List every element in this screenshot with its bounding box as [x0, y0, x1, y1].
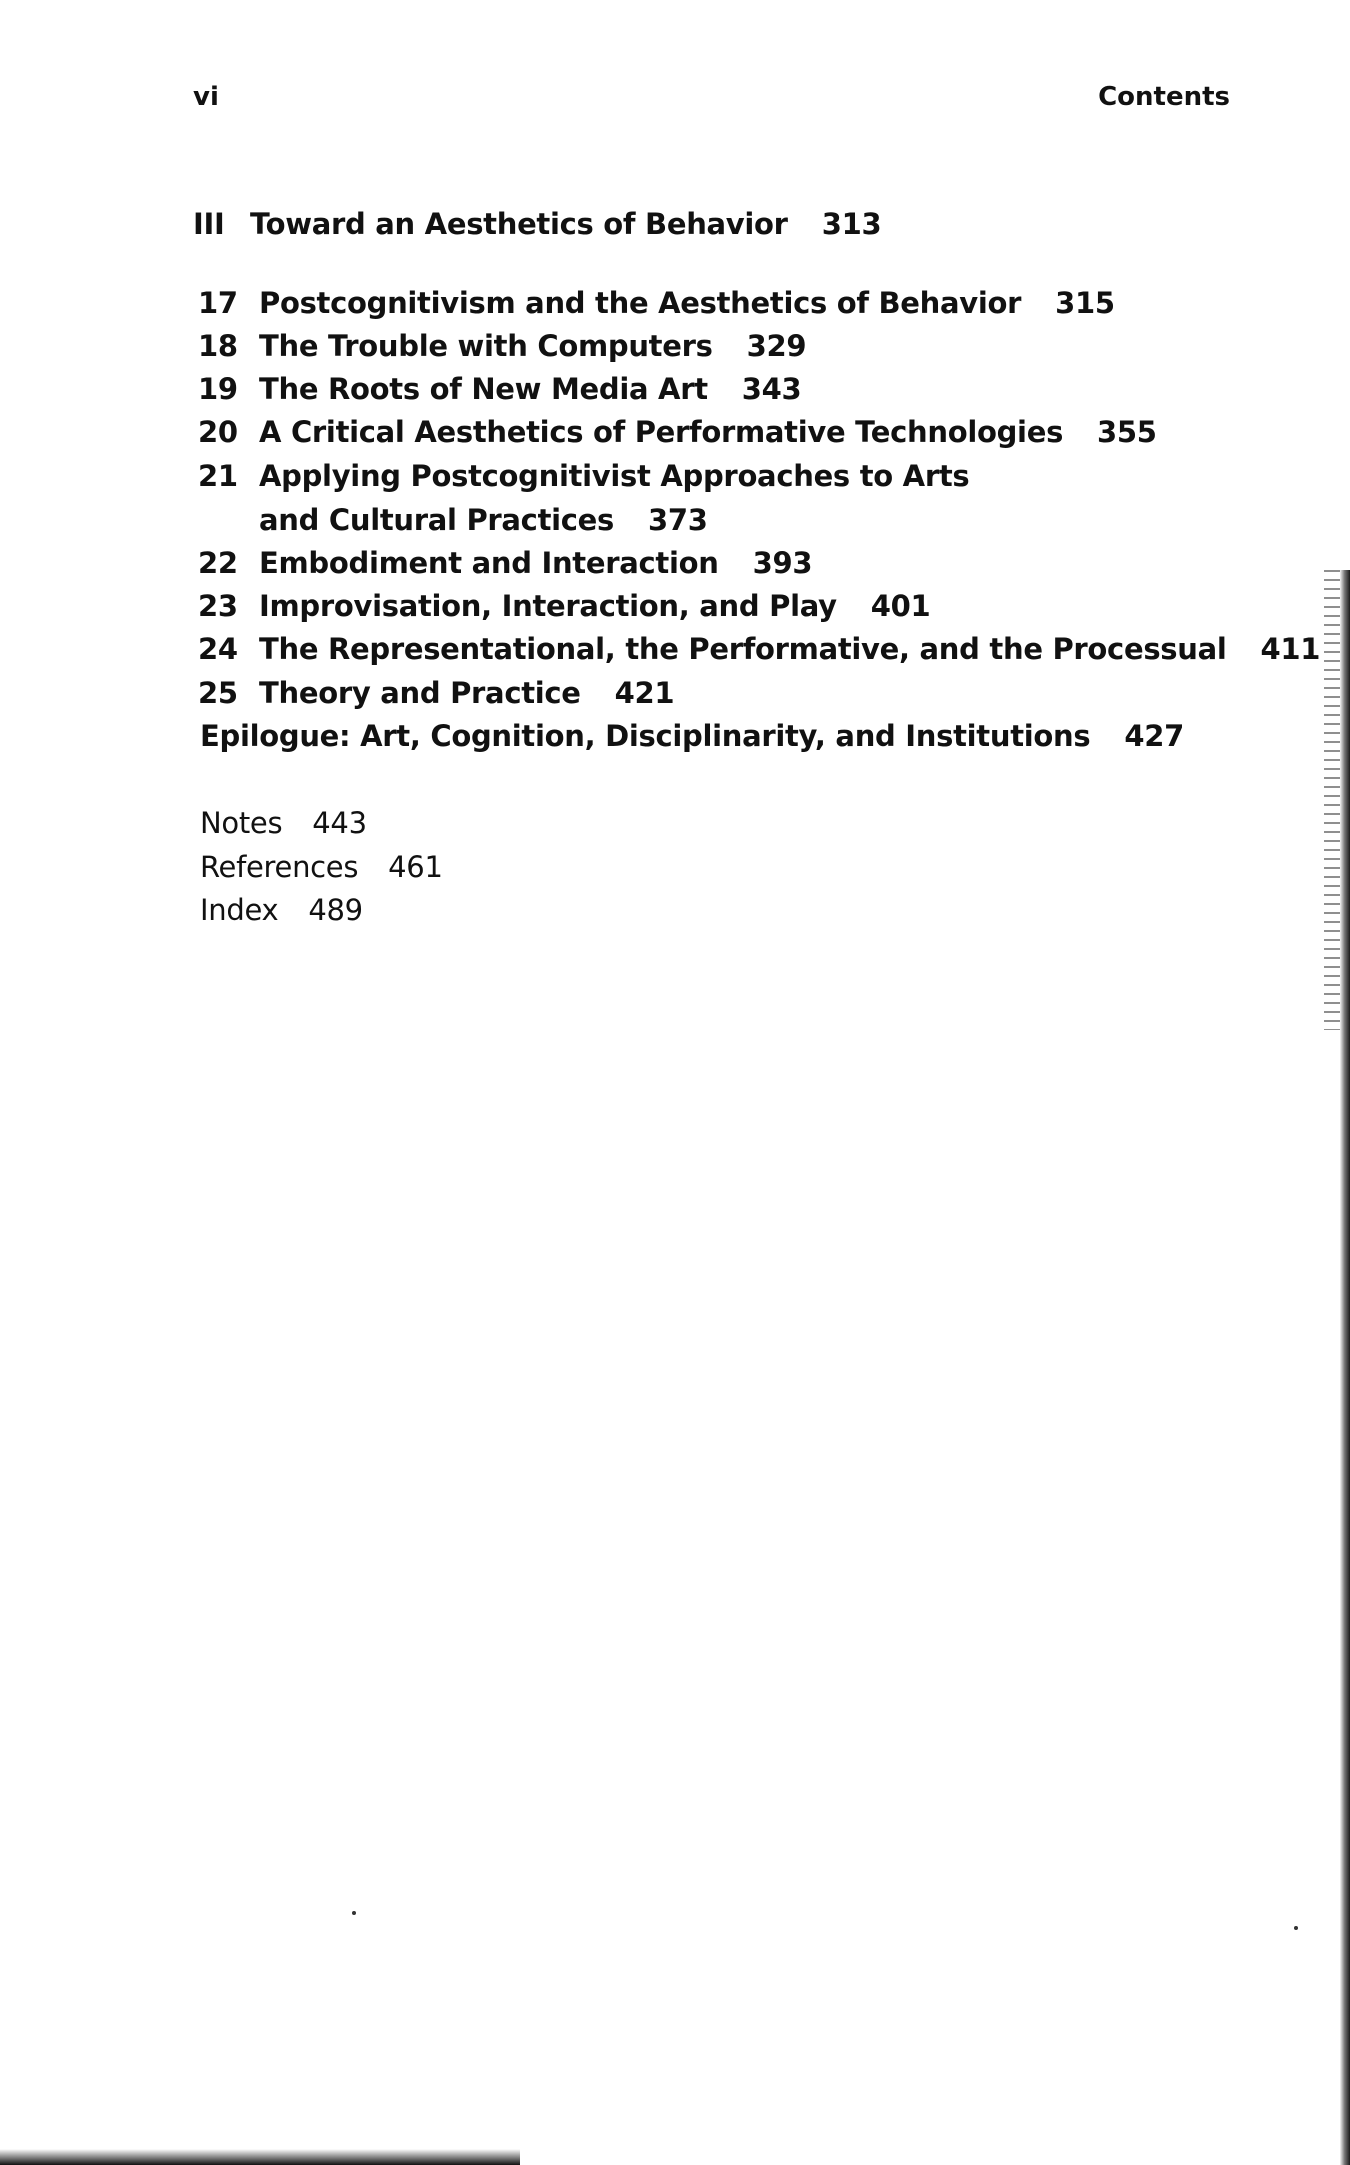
chapter-title: Postcognitivism and the Aesthetics of Behavior: [259, 286, 1022, 320]
toc-chapter-20: [198, 415, 1157, 449]
toc-chapter-17: [198, 286, 1115, 320]
back-matter-title: Notes: [200, 806, 283, 840]
chapter-number: 21: [198, 459, 238, 493]
chapter-page: 355: [1097, 415, 1157, 449]
chapter-page: 343: [741, 372, 802, 406]
page-folio: vi: [193, 82, 219, 112]
back-matter-page: 443: [312, 806, 367, 840]
scan-edge-shadow: [1340, 570, 1350, 2165]
chapter-number: 23: [198, 589, 238, 623]
chapter-number: 17: [198, 286, 238, 320]
toc-chapter-21-continuation: [198, 503, 708, 537]
chapter-page: 411: [1260, 632, 1321, 666]
chapter-page: 393: [752, 546, 813, 580]
chapter-title: Applying Postcognitivist Approaches to Arts: [259, 459, 970, 493]
chapter-number: 24: [198, 632, 238, 666]
toc-references: [200, 850, 443, 884]
scan-speck: [1294, 1926, 1298, 1930]
chapter-number: 20: [198, 415, 238, 449]
toc-notes: [200, 806, 367, 840]
toc-epilogue: [200, 719, 1184, 753]
chapter-number: 22: [198, 546, 238, 580]
running-head-title: Contents: [1098, 82, 1230, 112]
toc-chapter-23: [198, 589, 930, 623]
part-page: 313: [821, 207, 882, 241]
scan-bottom-shadow: [0, 2149, 520, 2165]
epilogue-title: Epilogue: Art, Cognition, Disciplinarity, and Institutions: [200, 719, 1091, 753]
chapter-title: The Representational, the Performative, and the Processual: [259, 632, 1227, 666]
back-matter-title: References: [200, 850, 359, 884]
chapter-page: 315: [1055, 286, 1115, 320]
chapter-page: 373: [648, 503, 708, 537]
chapter-page: 421: [614, 676, 675, 710]
toc-index: [200, 893, 363, 927]
toc-chapter-19: [198, 372, 801, 406]
toc-chapter-21: [198, 459, 969, 493]
chapter-title: The Trouble with Computers: [259, 329, 713, 363]
back-matter-title: Index: [200, 893, 279, 927]
toc-chapter-22: [198, 546, 812, 580]
chapter-title: Improvisation, Interaction, and Play: [259, 589, 837, 623]
toc-chapter-18: [198, 329, 806, 363]
toc-chapter-25: [198, 676, 674, 710]
chapter-title: Embodiment and Interaction: [259, 546, 719, 580]
epilogue-page: 427: [1124, 719, 1184, 753]
chapter-number: 25: [198, 676, 238, 710]
part-number: III: [193, 207, 225, 241]
toc-chapter-24: [198, 632, 1320, 666]
toc-part-entry: [193, 207, 881, 241]
chapter-number: 18: [198, 329, 238, 363]
chapter-title: Theory and Practice: [259, 676, 581, 710]
back-matter-page: 461: [388, 850, 443, 884]
chapter-title-continuation: and Cultural Practices: [259, 503, 614, 537]
chapter-number: 19: [198, 372, 238, 406]
back-matter-page: 489: [308, 893, 363, 927]
part-title: Toward an Aesthetics of Behavior: [250, 207, 788, 241]
chapter-title: A Critical Aesthetics of Performative Technologies: [259, 415, 1064, 449]
chapter-page: 329: [746, 329, 807, 363]
chapter-title: The Roots of New Media Art: [259, 372, 708, 406]
chapter-page: 401: [870, 589, 931, 623]
scan-speck: [352, 1911, 356, 1915]
